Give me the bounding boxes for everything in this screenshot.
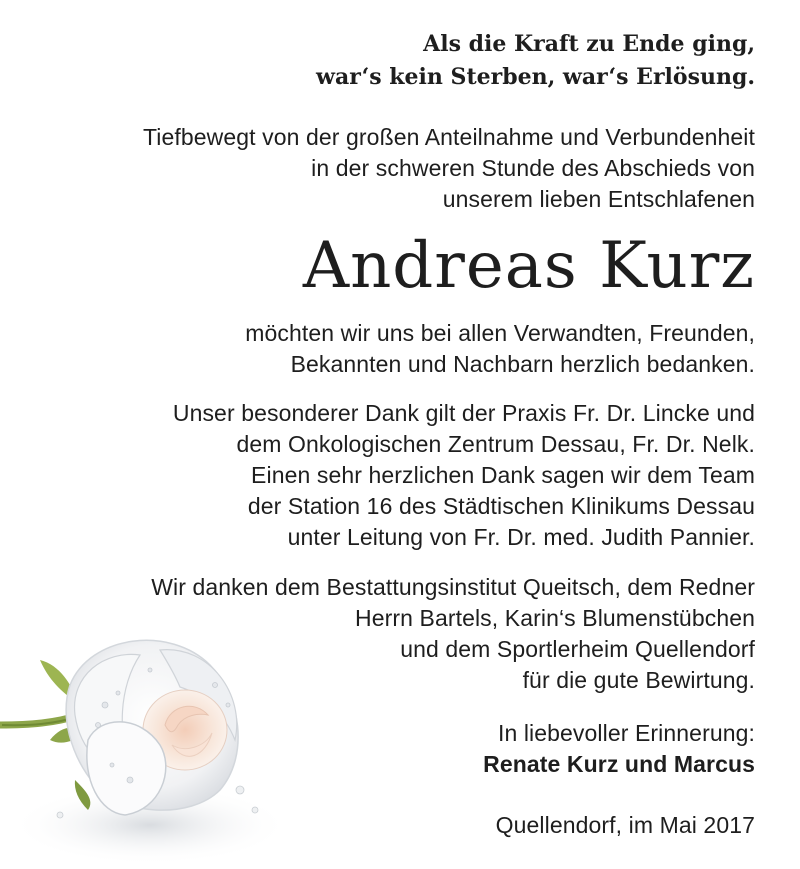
motto-line: Als die Kraft zu Ende ging, (423, 31, 755, 57)
memory-label: In liebevoller Erinnerung: (497, 720, 755, 746)
intro-line: unserem lieben Entschlafenen (442, 186, 755, 212)
funeral-thanks-line: Wir danken dem Bestattungsinstitut Queitsch, dem Redner (151, 574, 755, 600)
funeral-thanks-line: für die gute Bewirtung. (522, 667, 755, 693)
special-thanks-paragraph (173, 398, 755, 553)
funeral-thanks-line: Herrn Bartels, Karin‘s Blumenstübchen (355, 605, 755, 631)
motto-quote (316, 28, 755, 94)
thanks-line: möchten wir uns bei allen Verwandten, Freunden, (245, 320, 755, 346)
signatories: Renate Kurz und Marcus (483, 751, 755, 777)
thanks-paragraph (245, 318, 755, 380)
special-thanks-line: dem Onkologischen Zentrum Dessau, Fr. Dr. Nelk. (236, 431, 755, 457)
special-thanks-line: Unser besonderer Dank gilt der Praxis Fr. Dr. Lincke und (172, 400, 755, 426)
special-thanks-line: der Station 16 des Städtischen Klinikums Dessau (247, 493, 755, 519)
intro-line: Tiefbewegt von der großen Anteilnahme und Verbundenheit (142, 124, 755, 150)
memory-block (483, 718, 755, 780)
motto-line: war‘s kein Sterben, war‘s Erlösung. (316, 64, 755, 90)
deceased-name: Andreas Kurz (302, 229, 755, 303)
special-thanks-line: unter Leitung von Fr. Dr. med. Judith Pannier. (287, 524, 755, 550)
intro-line: in der schweren Stunde des Abschieds von (311, 155, 755, 181)
white-rose-image (0, 575, 290, 869)
intro-paragraph (143, 122, 755, 215)
funeral-thanks-line: und dem Sportlerheim Quellendorf (400, 636, 755, 662)
thanks-line: Bekannten und Nachbarn herzlich bedanken. (290, 351, 755, 377)
special-thanks-line: Einen sehr herzlichen Dank sagen wir dem Team (251, 462, 755, 488)
place-date: Quellendorf, im Mai 2017 (495, 812, 755, 838)
